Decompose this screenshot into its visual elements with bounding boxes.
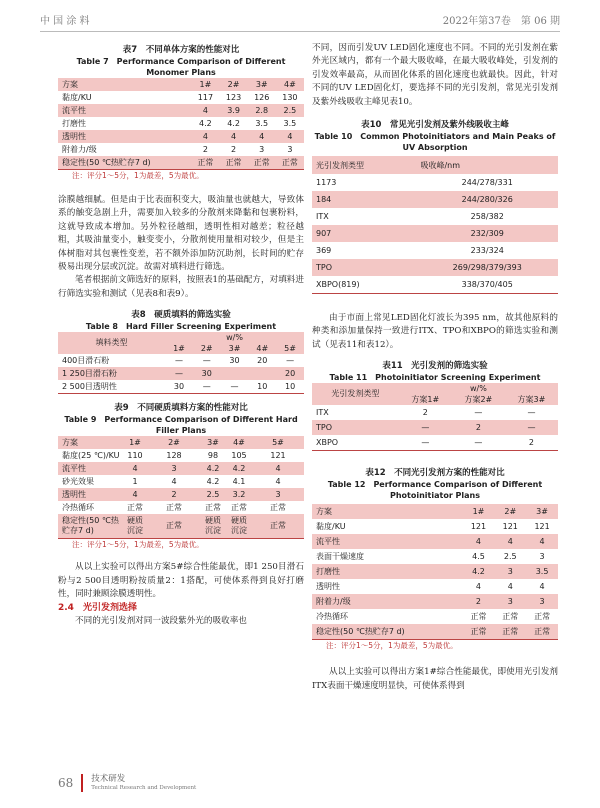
table8-cell	[221, 367, 249, 380]
table9-cell: 4	[275, 477, 281, 487]
table9-cell: 流平性	[58, 462, 122, 475]
table8-header: 5#	[276, 343, 304, 354]
table9-cell: 3	[148, 462, 200, 475]
table11-cell: —	[527, 408, 536, 418]
table10-cell: 369	[316, 246, 332, 256]
table12-cell: 打磨性	[312, 564, 463, 579]
table7-cell: 130	[282, 93, 298, 102]
table12-cell: 121	[470, 522, 487, 532]
table9-header: 4#	[226, 436, 252, 449]
table7-cell: 流平性	[58, 104, 191, 117]
table10-cell: 258/382	[470, 212, 504, 222]
table10-caption-en: Table 10 Common Photoinitiators and Main Peaks of UV Absorption	[314, 132, 556, 153]
table7-cell: 3.5	[255, 119, 269, 128]
page-footer	[58, 772, 196, 794]
table9-cell: 121	[270, 451, 286, 461]
table11-caption-zh: 表11 光引发剂的筛选实验	[382, 361, 488, 372]
table9-cell: 4	[122, 462, 148, 475]
table12-cell: 正常	[463, 624, 495, 639]
table12-caption-en: Table 12 Performance Comparison of Different Photoinitiator Plans	[327, 480, 543, 501]
table10-cell: 244/278/331	[461, 178, 513, 188]
table12-header: 3#	[526, 504, 558, 519]
table9-cell: 4	[171, 477, 177, 487]
table11-cell: 2	[452, 420, 505, 435]
table9-header: 1#	[122, 436, 148, 449]
section-heading: 2.4 光引发剂选择	[58, 603, 137, 614]
issue-info: 2022年第37卷 第 06 期	[442, 16, 560, 27]
table10-cell: 338/370/405	[461, 280, 513, 290]
table12-cell: 2	[463, 594, 495, 609]
table7-cell: 正常	[191, 156, 219, 169]
table9-cell: 硬质沉淀	[200, 514, 226, 538]
left-column	[58, 42, 304, 629]
table9-cell: 4.2	[206, 477, 220, 487]
table12-cell: 4.5	[472, 552, 485, 562]
table11	[312, 383, 558, 451]
table8-cell: 30	[173, 382, 185, 392]
table12-cell: 4	[475, 582, 481, 592]
table7-cell: 3.9	[219, 104, 247, 117]
table8-header: 4#	[248, 343, 276, 354]
table12-cell: 3	[526, 594, 558, 609]
table11-header: 方案2#	[452, 394, 505, 405]
table12-cell: 4	[463, 534, 495, 549]
table7-cell: 正常	[219, 156, 247, 169]
table9-cell: 砂光效果	[62, 477, 94, 487]
table12-cell: 附着力/级	[312, 594, 463, 609]
table8-header: 3#	[221, 343, 249, 354]
table9-cell: 透明性	[58, 488, 122, 501]
table9-cell: 硬质沉淀	[122, 514, 148, 538]
table12-cell: 透明性	[316, 582, 340, 592]
table7-cell: 123	[225, 93, 242, 102]
table12-cell: 121	[534, 522, 550, 532]
footer-label-en: Technical Research and Development	[91, 785, 197, 791]
table7-cell: 126	[254, 93, 270, 102]
table12-cell: 4	[526, 534, 558, 549]
table7-header: 1#	[191, 78, 219, 91]
table7-cell: 4	[191, 130, 219, 143]
table12-cell: 3.5	[526, 564, 558, 579]
table8-cell: —	[286, 356, 295, 366]
table12-header: 方案	[312, 504, 463, 519]
table7-cell: 透明性	[58, 130, 191, 143]
table10-cell: 232/309	[416, 225, 558, 242]
table12-cell: 4	[507, 582, 513, 592]
table12-cell: 3	[494, 594, 526, 609]
table7-cell: 4.2	[199, 119, 212, 128]
table12-cell: 121	[502, 522, 518, 532]
table9-cell: 正常	[231, 503, 247, 513]
table8-caption-zh: 表8 硬质填料的筛选实验	[131, 310, 231, 321]
table9-cell: 98	[207, 451, 219, 461]
table9-cell: 4.2	[200, 462, 226, 475]
table11-header: 方案3#	[505, 394, 558, 405]
table9-note: 注：评分1～5分，1为最差，5为最优。	[58, 538, 304, 551]
footer-label-zh: 技术研发	[91, 774, 126, 784]
table8-cell: 10	[284, 382, 296, 392]
table11-cell: —	[474, 408, 483, 418]
footer-divider	[81, 774, 83, 792]
table9-cell: 105	[231, 451, 247, 461]
table7-header: 方案	[58, 78, 191, 91]
table11-cell: —	[399, 420, 452, 435]
table8-cell: 1 250目滑石粉	[58, 367, 165, 380]
body-paragraph: 从以上实验可以得出方案1#综合性能最优，即使用光引发剂ITX表面干燥速度明显快，可使体系得到	[312, 667, 558, 691]
table8-cell: 10	[257, 382, 268, 392]
body-paragraph: 不同的光引发剂对同一波段紫外光的吸收率也	[75, 616, 247, 627]
table7-cell: 稳定性(50 ℃热贮存7 d)	[58, 156, 191, 169]
table8-cell: —	[230, 382, 239, 392]
table10-cell: 907	[312, 225, 416, 242]
table12-cell: 4	[494, 534, 526, 549]
table7-cell: 4.2	[227, 119, 240, 128]
body-paragraph: 不同，因而引发UV LED固化速度也不同。不同的光引发剂在紫外光区域内，都有一个最大吸收峰，在最大吸收峰处，引发剂的引发效率最高，从而固化体系的固化速度也就最快。因此，针对不同的UV LED固化灯，要选择不同的光引发剂，常见光引发剂及紫外线吸收主峰见表10。	[312, 43, 558, 107]
table9-cell: 正常	[148, 514, 200, 538]
body-paragraph: 笔者根据前文筛选好的原料，按照表1的基础配方，对填料进行筛选实验和测试（见表8和表9）。	[58, 275, 304, 299]
table12-cell: 3	[539, 552, 545, 562]
table11-cell: —	[474, 438, 483, 448]
table11-type-header: 光引发剂类型	[312, 383, 399, 405]
table10-cell: 244/280/326	[416, 191, 558, 208]
table8-cell: 2 500目透明性	[62, 382, 117, 392]
table11-w-header: w/%	[399, 383, 558, 394]
body-paragraph: 从以上实验可以得出方案5#综合性能最优，即1 250目滑石粉与2 500目透明粉按质量2：1搭配，可使体系得到良好打磨性，同时兼顾涂膜透明性。	[58, 562, 304, 600]
table10-cell: 269/298/379/393	[416, 259, 558, 276]
table9-header: 3#	[200, 436, 226, 449]
table9-cell: 正常	[270, 503, 286, 513]
table7	[58, 78, 304, 169]
table7-cell: 117	[197, 93, 214, 102]
table8-cell: —	[165, 367, 193, 380]
table11-cell: —	[505, 420, 558, 435]
table12-cell: 4	[539, 582, 545, 592]
table9-cell: 正常	[205, 503, 221, 513]
table9-cell: 4.2	[226, 462, 252, 475]
table8-cell: —	[202, 356, 211, 366]
table12-cell: 正常	[470, 612, 487, 622]
table9-cell: 硬质沉淀	[226, 514, 252, 538]
table10-header: 光引发剂类型	[312, 156, 416, 174]
table7-cell: 3	[259, 145, 265, 154]
page-number: 68	[58, 776, 74, 790]
table12-cell: 稳定性(50 ℃热贮存7 d)	[312, 624, 463, 639]
table7-cell: 2	[202, 145, 208, 154]
table7-caption-zh: 表7 不同单体方案的性能对比	[122, 45, 240, 55]
table12-cell: 4.2	[463, 564, 495, 579]
table8-cell: 30	[193, 367, 221, 380]
table7-cell: 2.5	[276, 104, 304, 117]
body-paragraph: 涂膜越细腻。但是由于比表面积变大，吸油量也就越大，导致体系的触变急剧上升，需要加入较多的分散剂来降黏和包裹粉料，这就导致成本增加。另外粒径越细，透明性相对越差；粒径越粗，其吸油量变小，触变变小，分散剂使用量相对较少，但是主体树脂对其包裹性变差，若不额外添加防沉助剂，长时间的贮存极易出现分层或沉淀。故需对填料进行筛选。	[58, 195, 304, 273]
table10-cell: 233/324	[470, 246, 504, 256]
table9-header: 方案	[58, 436, 122, 449]
table9-caption-zh: 表9 不同硬质填料方案的性能对比	[114, 403, 248, 414]
table12-cell: 正常	[502, 612, 519, 622]
journal-name: 中 国 涂 料	[40, 16, 90, 27]
table9-cell: 128	[166, 451, 182, 461]
running-header	[40, 12, 560, 32]
table8-cell: 400目滑石粉	[62, 356, 110, 366]
table8-cell: —	[174, 356, 183, 366]
table11-cell: TPO	[312, 420, 399, 435]
table12-caption-zh: 表12 不同光引发剂方案的性能对比	[365, 468, 505, 479]
table7-header: 3#	[248, 78, 276, 91]
table8-type-header: 填料类型	[58, 332, 165, 354]
table10-cell: ITX	[316, 212, 329, 222]
table9-cell: 4	[122, 488, 148, 501]
table10-caption-zh: 表10 常见光引发剂及紫外线吸收主峰	[361, 120, 509, 131]
table11-cell: ITX	[316, 408, 329, 418]
table12-cell: 正常	[534, 612, 551, 622]
table11-cell: XBPO	[316, 438, 339, 448]
table7-cell: 附着力/级	[62, 145, 97, 154]
table7-note: 注：评分1～5分，1为最差，5为最优。	[58, 169, 304, 182]
table11-header: 方案1#	[399, 394, 452, 405]
table9-cell: 稳定性(50 ℃热贮存7 d)	[58, 514, 122, 538]
table12-cell: 2.5	[503, 552, 517, 562]
table7-cell: 4	[276, 130, 304, 143]
table9-header: 5#	[252, 436, 304, 449]
body-paragraph: 由于市面上常见LED固化灯波长为395 nm，故其他原料的种类和添加量保持一致进行ITX、TPO和XBPO的筛选实验和测试（见表11和表12）。	[312, 313, 558, 350]
table10-cell: TPO	[312, 259, 416, 276]
table9-cell: 2.5	[200, 488, 226, 501]
table7-cell: 打磨性	[62, 119, 86, 128]
table7-cell: 2.8	[248, 104, 276, 117]
table9-cell: 3.2	[226, 488, 252, 501]
table7-cell: 黏度/KU	[62, 93, 92, 102]
footer-label	[91, 774, 196, 792]
table12-header: 2#	[494, 504, 526, 519]
table8-cell: —	[202, 382, 211, 392]
table12-cell: 流平性	[312, 534, 463, 549]
table9-cell: 110	[127, 451, 143, 461]
table9-cell: 4.1	[232, 477, 246, 487]
right-column	[312, 42, 558, 693]
table8-cell: 20	[257, 356, 268, 366]
table7-header: 4#	[276, 78, 304, 91]
table12-header: 1#	[463, 504, 495, 519]
table10-cell: 184	[312, 191, 416, 208]
table10	[312, 156, 558, 294]
table7-cell: 3	[287, 145, 293, 154]
table9-cell: 冷热循环	[62, 503, 94, 513]
table9-cell: 1	[132, 477, 138, 487]
table8-header: 2#	[193, 343, 221, 354]
table7-caption-en: Table 7 Performance Comparison of Different Monomer Plans	[76, 57, 286, 77]
table12-cell: 黏度/KU	[316, 522, 346, 532]
table9-cell: 2	[148, 488, 200, 501]
table9-cell: 4	[252, 462, 304, 475]
table12-cell: 正常	[526, 624, 558, 639]
table8-caption-en: Table 8 Hard Filler Screening Experiment	[85, 322, 277, 332]
table9-cell: 黏度(25 ℃)/KU	[62, 451, 120, 461]
table8-cell	[248, 367, 276, 380]
table7-cell: 4	[248, 130, 276, 143]
table12	[312, 504, 558, 639]
table7-cell: 4	[191, 104, 219, 117]
table10-cell: XBPO(819)	[316, 280, 360, 290]
table11-caption-en: Table 11 Photoinitiator Screening Experiment	[329, 373, 541, 383]
table12-cell: 表面干燥速度	[316, 552, 364, 562]
table7-cell: 2	[231, 145, 237, 154]
table8	[58, 332, 304, 394]
table11-cell: 2	[422, 408, 428, 418]
table9-caption-en: Table 9 Performance Comparison of Different Hard Filler Plans	[64, 415, 298, 436]
table8-cell: 30	[229, 356, 240, 366]
table11-cell: 2	[528, 438, 534, 448]
table8-cell: 20	[276, 367, 304, 380]
table7-cell: 3.5	[283, 119, 297, 128]
table10-header: 吸收峰/nm	[416, 156, 558, 174]
table9-cell: 3	[252, 488, 304, 501]
table8-header: 1#	[165, 343, 193, 354]
table9-header: 2#	[148, 436, 200, 449]
table12-cell: 冷热循环	[316, 612, 348, 622]
table8-w-header: w/%	[165, 332, 304, 343]
table7-cell: 4	[219, 130, 247, 143]
table10-cell: 1173	[316, 178, 337, 188]
table9-cell: 正常	[127, 503, 143, 513]
table12-cell: 正常	[494, 624, 526, 639]
table12-cell: 3	[494, 564, 526, 579]
table12-note: 注：评分1～5分，1为最差，5为最优。	[312, 639, 558, 652]
table9-cell: 正常	[252, 514, 304, 538]
table7-header: 2#	[219, 78, 247, 91]
table7-cell: 正常	[248, 156, 276, 169]
table7-cell: 正常	[276, 156, 304, 169]
table9	[58, 436, 304, 538]
table9-cell: 正常	[166, 503, 182, 513]
table11-cell: —	[421, 438, 430, 448]
